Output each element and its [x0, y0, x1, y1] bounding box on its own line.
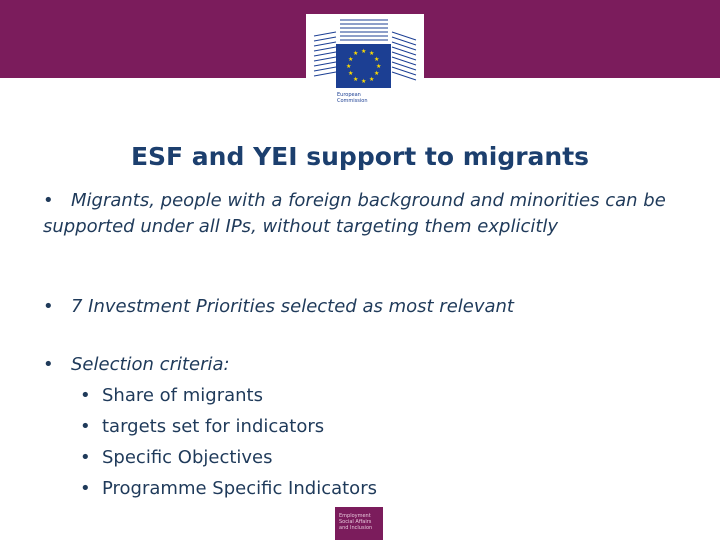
sub-bullet-symbol: • [80, 385, 91, 406]
svg-text:★: ★ [374, 70, 380, 77]
logo-text: European Commission [337, 92, 368, 104]
sub-bullet-symbol: • [80, 447, 91, 468]
footer-dg-badge [335, 507, 383, 540]
eu-stars-icon [336, 44, 391, 88]
sub-bullet-text: Programme Specific Indicators [102, 478, 377, 499]
bullet-text: Selection criteria: [71, 354, 230, 375]
bullet-text: Migrants, people with a foreign background and minorities can be supported under all IPs, without targeting them explicitly [43, 190, 666, 237]
bullet-text: 7 Investment Priorities selected as most relevant [71, 296, 514, 317]
sub-bullet-text: targets set for indicators [102, 416, 325, 437]
sub-bullet-item [80, 411, 377, 442]
svg-text:★: ★ [369, 50, 375, 57]
footer-badge-text: Employment Social Affairs and Inclusion [339, 513, 373, 531]
svg-text:★: ★ [348, 56, 354, 63]
bullet-symbol: • [43, 354, 54, 375]
sub-bullet-text: Specific Objectives [102, 447, 273, 468]
european-commission-logo [306, 14, 424, 102]
bullet-item [43, 352, 683, 378]
svg-text:★: ★ [348, 70, 354, 77]
bullet-symbol: • [43, 296, 54, 317]
sub-bullet-text: Share of migrants [102, 385, 263, 406]
bullet-symbol: • [43, 190, 54, 211]
bullet-item [43, 294, 683, 320]
svg-text:★: ★ [361, 48, 367, 55]
sub-bullet-item [80, 442, 377, 473]
svg-text:★: ★ [369, 76, 375, 83]
svg-text:★: ★ [353, 50, 359, 57]
sub-bullet-symbol: • [80, 416, 91, 437]
svg-text:★: ★ [346, 63, 352, 70]
sub-bullet-item [80, 473, 377, 504]
svg-text:★: ★ [361, 78, 367, 85]
sub-bullet-symbol: • [80, 478, 91, 499]
eu-flag [336, 44, 391, 88]
svg-text:★: ★ [374, 56, 380, 63]
slide-title: ESF and YEI support to migrants [130, 142, 590, 171]
sub-bullet-list [80, 380, 377, 504]
sub-bullet-item [80, 380, 377, 411]
bullet-item [43, 188, 683, 240]
svg-text:★: ★ [353, 76, 359, 83]
svg-text:★: ★ [376, 63, 382, 70]
